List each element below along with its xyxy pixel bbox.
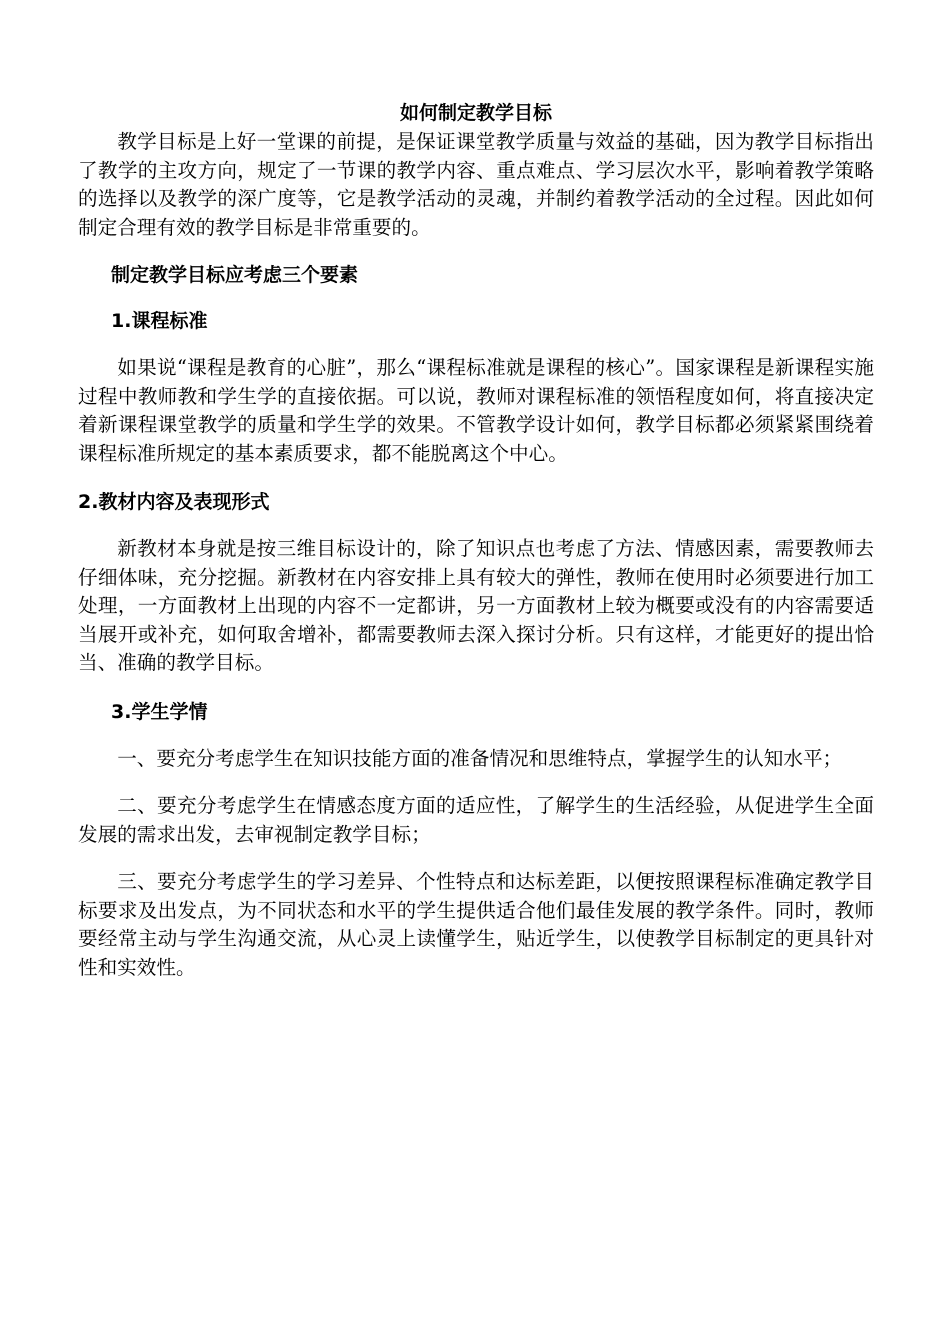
paragraph-textbook: 新教材本身就是按三维目标设计的，除了知识点也考虑了方法、情感因素，需要教师去仔细体味，充分挖掘。新教材在内容安排上具有较大的弹性，教师在使用时必须要进行加工处理，一方面教材上出现的内容不一定都讲，另一方面教材上较为概要或没有的内容需要适当展开或补充，如何取舍增补，都需要教师去深入探讨分析。只有这样，才能更好的提出恰当、准确的教学目标。 <box>78 537 874 674</box>
section-heading-textbook: 2.教材内容及表现形式 <box>78 491 270 513</box>
paragraph-students-1: 一、要充分考虑学生在知识技能方面的准备情况和思维特点，掌握学生的认知水平； <box>117 746 843 770</box>
paragraph-curriculum: 如果说“课程是教育的心脏”，那么“课程标准就是课程的核心”。国家课程是新课程实施过程中教师教和学生学的直接依据。可以说，教师对课程标准的领悟程度如何，将直接决定着新课程课堂教学的质量和学生学的效果。不管教学设计如何，教学目标都必须紧紧围绕着课程标准所规定的基本素质要求，都不能脱离这个中心。 <box>78 356 874 465</box>
section-heading-curriculum: 1.课程标准 <box>111 310 208 332</box>
paragraph-students-2: 二、要充分考虑学生在情感态度方面的适应性，了解学生的生活经验，从促进学生全面发展的需求出发，去审视制定教学目标； <box>78 794 874 846</box>
section-heading-students: 3.学生学情 <box>111 700 208 723</box>
intro-paragraph: 教学目标是上好一堂课的前提，是保证课堂教学质量与效益的基础，因为教学目标指出了教学的主攻方向，规定了一节课的教学内容、重点难点、学习层次水平，影响着教学策略的选择以及教学的深广度等，它是教学活动的灵魂，并制约着教学活动的全过程。因此如何制定合理有效的教学目标是非常重要的。 <box>78 130 874 239</box>
section-main-heading: 制定教学目标应考虑三个要素 <box>111 264 359 286</box>
document-page <box>78 98 874 982</box>
document-title: 如何制定教学目标 <box>399 102 552 124</box>
paragraph-students-3: 三、要充分考虑学生的学习差异、个性特点和达标差距，以便按照课程标准确定教学目标要求及出发点，为不同状态和水平的学生提供适合他们最佳发展的教学条件。同时，教师要经常主动与学生沟通交流，从心灵上读懂学生，贴近学生，以使教学目标制定的更具针对性和实效性。 <box>78 870 874 979</box>
